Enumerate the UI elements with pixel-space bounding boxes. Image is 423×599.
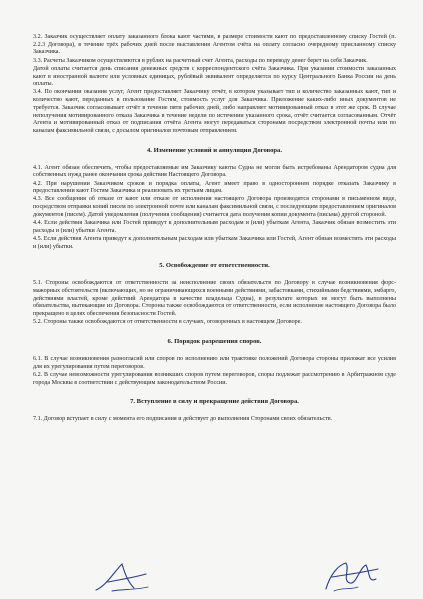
clause-4-1: 4.1. Агент обязан обеспечить, чтобы предоставляемые им Заказчику каюты Судна не могли быть истребованы Арендатором судна для собственных нужд ранее окончания срока действия Настоящего Договора. <box>33 164 396 179</box>
left-signature <box>92 560 152 594</box>
section-6-title: 6. Порядок разрешения споров. <box>167 338 262 346</box>
section-6-disputes <box>33 356 396 387</box>
section-7-entry-into-force <box>33 416 396 424</box>
clause-7-1: 7.1. Договор вступает в силу с момента его подписания и действует до выполнения Сторонами своих обязательств. <box>33 416 333 423</box>
right-signature <box>320 557 382 595</box>
section-3-payment <box>33 34 396 136</box>
clause-4-3: 4.3. Все сообщения об отказе от кают или отказе от исполнения настоящего Договора производятся сторонами в письменном виде, посредством отправки копий писем по электронной почте или каналам факсимильной связи, с последующим предоставлением оригиналов документов (писем). Датой уведомления (получения сообщения) считается дата получения копии документа (письма) другой стороной. <box>33 196 396 218</box>
clause-4-2: 4.2. При нарушении Заказчиком сроков и порядка оплаты, Агент имеет право в одностороннем порядке отказать Заказчику в предоставлении кают Гостям Заказчика и реализовать их третьим лицам. <box>33 180 396 195</box>
clause-5-1: 5.1. Стороны освобождаются от ответственности за неисполнение своих обязательств по Договору в случае возникновения форс-мажорных обстоятельств (включающих, но не ограничивающихся военными действиями, забастовками, стихийными бедствиями, эмбарго, действиями властей, кроме действий Арендатора в качестве владельца Судна), в результате которых не могут быть выполнены обязательства, вытекающие из Договора. Стороны также освобождаются от ответственности, если исполнение настоящего Договора было прекращено в целях обеспечения безопасности Гостей. <box>33 280 396 318</box>
clause-6-1: 6.1. В случае возникновения разногласий или споров по исполнению или трактовке положений Договора стороны приложат все усилия для их урегулирования путем переговоров. <box>33 356 396 370</box>
clause-3-2: 3.2. Заказчик осуществляет оплату заказанного блока кают частями, в размере стоимости кают по предоставленному списку Гостей (п. 2.2.3 Договора), в течение трёх рабочих дней после выставления Агентом счёта на оплату согласно очередному присланному списку Заказчика. <box>33 34 396 56</box>
clause-6-2: 6.2. В случае невозможности урегулирования возникших споров путем переговоров, споры подлежат рассмотрению в Арбитражном суде города Москвы в соответствии с действующим законодательством России. <box>33 372 396 386</box>
section-4-title: 4. Изменение условий и аннуляция Договора. <box>146 146 283 154</box>
clause-3-3-payment-date: Датой оплаты считается день списания денежных средств с корреспондентского счёта Заказчика. При указании стоимости заказанных кают в иностранной валюте или условных единицах, рублёвый эквивалент определяется по курсу Центрального Банка России на день оплаты. <box>33 65 396 88</box>
clause-3-3: 3.3. Расчеты Заказчиком осуществляются в рублях на расчетный счет Агента, расходы по переводу денег берет на себя Заказчик. <box>33 57 368 64</box>
section-5-liability <box>33 280 396 327</box>
clause-4-5: 4.5. Если действия Агента приведут к дополнительным расходам или убыткам Заказчика или Гостей, Агент обязан возместить эти расходы и (или) убытки. <box>33 235 396 250</box>
section-5-title: 5. Освобождение от ответственности. <box>159 262 270 270</box>
clause-5-2: 5.2. Стороны также освобождаются от ответственности в случаях, оговоренных в настоящем Договоре. <box>33 319 302 326</box>
clause-4-4: 4.4. Если действия Заказчика или Гостей приведут к дополнительным расходам и (или) убыткам Агента, Заказчик обязан возместить эти расходы и (или) убытки Агента. <box>33 220 396 234</box>
clause-3-4: 3.4. По окончании оказания услуг, Агент предоставляет Заказчику отчёт, в котором указывает тип и количество заказанных кают, тип и количество кают, переданных в пользование Гостям, стоимость услуг для Заказчика. Приложение каких-либо иных документов не требуется. Заказчик согласовывает отчёт в течение пяти рабочих дней, либо направляет мотивированный отказ в этот же срок. В случае неполучения мотивированного отказа Заказчика в течение недели по истечении указанного срока, отчёт считается согласованным. Отчёт Агента и мотивированный отказ от подписания отчёта Агента могут передаваться сторонами посредством электронной почты или по каналам факсимильной связи, с досылом оригиналов почтовым отправлением. <box>33 89 396 134</box>
section-4-changes <box>33 165 396 252</box>
section-7-title: 7. Вступление в силу и прекращение действия Договора. <box>130 398 299 406</box>
